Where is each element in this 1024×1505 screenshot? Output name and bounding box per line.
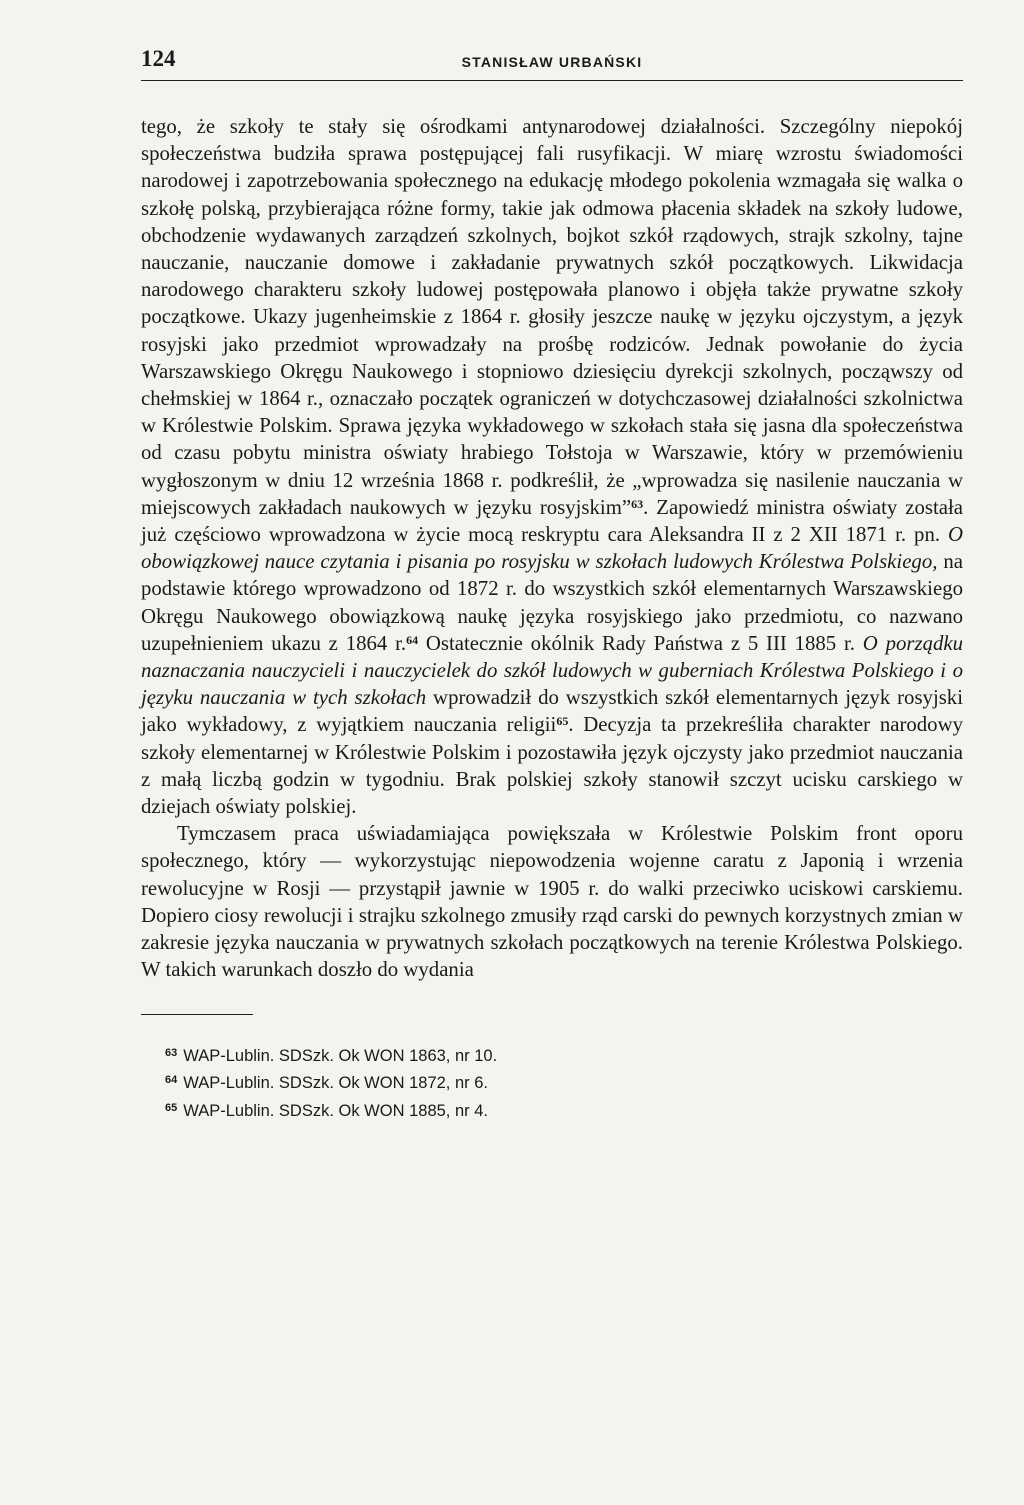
page-header: [141, 44, 963, 81]
footnote-number: 64: [165, 1074, 178, 1086]
footnote-number: 65: [165, 1101, 178, 1114]
text-run: tego, że szkoły te stały się ośrodkami antynarodowej działalności. Szczególny niepokój społeczeństwa budziła sprawa postępującej fali rusyfikacji. W miarę wzrostu świadomości narodowej i zapotrzebowania społecznego na edukację młodego pokolenia wzmagała się walka o szkołę polską, przybierająca różne formy, takie jak odmowa płacenia składek na szkoły ludowe, obchodzenie wydawanych zarządzeń szkolnych, bojkot szkół rządowych, strajk szkolny, tajne nauczanie, nauczanie domowe i zakładanie prywatnych szkół początkowych. Likwidacja narodowego charakteru szkoły ludowej postępowała planowo i objęła także prywatne szkoły początkowe. Ukazy jugenheimskie z 1864 r. głosiły jeszcze naukę w języku ojczystym, a język rosyjski jako przedmiot wprowadzały na prośbę rodziców. Jednak powołanie do życia Warszawskiego Okręgu Naukowego i stopniowo dziesięciu dyrekcji szkolnych, począwszy od chełmskiej w 1864 r., oznaczało początek ograniczeń w dotychczasowej działalności szkolnictwa w Królestwie Polskim. Sprawa języka wykładowego w szkołach stała się jasna dla społeczeństwa od czasu pobytu ministra oświaty hrabiego Tołstoja w Warszawie, który w przemówieniu wygłoszonym w dniu 12 września 1868 r. podkreślił, że „wprowadza się nasilenie nauczania w miejscowych zakładach naukowych w języku rosyjskim”: [141, 115, 963, 519]
text-run: . Decyzja ta przekreśliła charakter narodowy szkoły elementarnej w Królestwie Polskim i pozostawiła język ojczysty jako przedmiot nauczania z małą liczbą godzin w tygodniu. Brak polskiej szkoły stanowił szczyt ucisku carskiego w dziejach oświaty polskiej.: [141, 713, 963, 819]
book-page: [141, 44, 963, 1123]
footnote-text: WAP-Lublin. SDSzk. Ok WON 1885, nr 4.: [183, 1101, 488, 1120]
footnote-ref-63: 63: [631, 496, 644, 511]
italic-title: O obowiązkowej nauce czytania i pisania po rosyjsku w szkołach ludowych Królestwa Polskiego,: [141, 523, 963, 574]
footnote-63: [165, 1041, 963, 1069]
page-number: 124: [141, 46, 176, 71]
text-run: . Zapowiedź ministra oświaty została już częściowo wprowadzona w życie mocą reskryptu cara Aleksandra II z 2 XII 1871 r. pn.: [141, 495, 964, 547]
footnote-65: [165, 1096, 963, 1124]
footnote-text: WAP-Lublin. SDSzk. Ok WON 1863, nr 10.: [183, 1046, 498, 1065]
text-run: na podstawie którego wprowadzono od 1872 r. do wszystkich szkół elementarnych Warszawskiego Okręgu Naukowego obowiązkową naukę języka rosyjskiego jako przedmiotu, co nazwano uzupełnieniem ukazu z 1864 r.: [141, 550, 963, 655]
paragraph-1: [141, 113, 963, 820]
footnote-ref-64: 64: [406, 632, 419, 647]
text-run: Ostatecznie okólnik Rady Państwa z 5 III 1885 r.: [418, 631, 863, 655]
text-run: wprowadził do wszystkich szkół elementarnych język rosyjski jako wykładowy, z wyjątkiem nauczania religii: [141, 686, 963, 737]
footnote-text: WAP-Lublin. SDSzk. Ok WON 1872, nr 6.: [183, 1074, 488, 1092]
main-text: [141, 113, 963, 984]
footnotes: [165, 1041, 963, 1124]
paragraph-2: Tymczasem praca uświadamiająca powiększała w Królestwie Polskim front oporu społecznego, który — wykorzystując niepowodzenia wojenne caratu z Japonią i wrzenia rewolucyjne w Rosji — przystąpił jawnie w 1905 r. do walki przeciwko uciskowi carskiemu. Dopiero ciosy rewolucji i strajku szkolnego zmusiły rząd carski do pewnych korzystnych zmian w zakresie języka nauczania w prywatnych szkołach początkowych na terenie Królestwa Polskiego. W takich warunkach doszło do wydania: [141, 822, 963, 982]
footnote-ref-65: 65: [556, 714, 569, 729]
footnote-64: [165, 1068, 963, 1096]
footnote-number: 63: [165, 1046, 178, 1059]
footnote-divider: [141, 1014, 253, 1015]
running-head-author: STANISŁAW URBAŃSKI: [461, 54, 643, 70]
italic-title: O porządku naznaczania nauczycieli i nauczycielek do szkół ludowych w guberniach Królestwa Polskiego i o języku nauczania w tych szkołach: [141, 631, 964, 710]
